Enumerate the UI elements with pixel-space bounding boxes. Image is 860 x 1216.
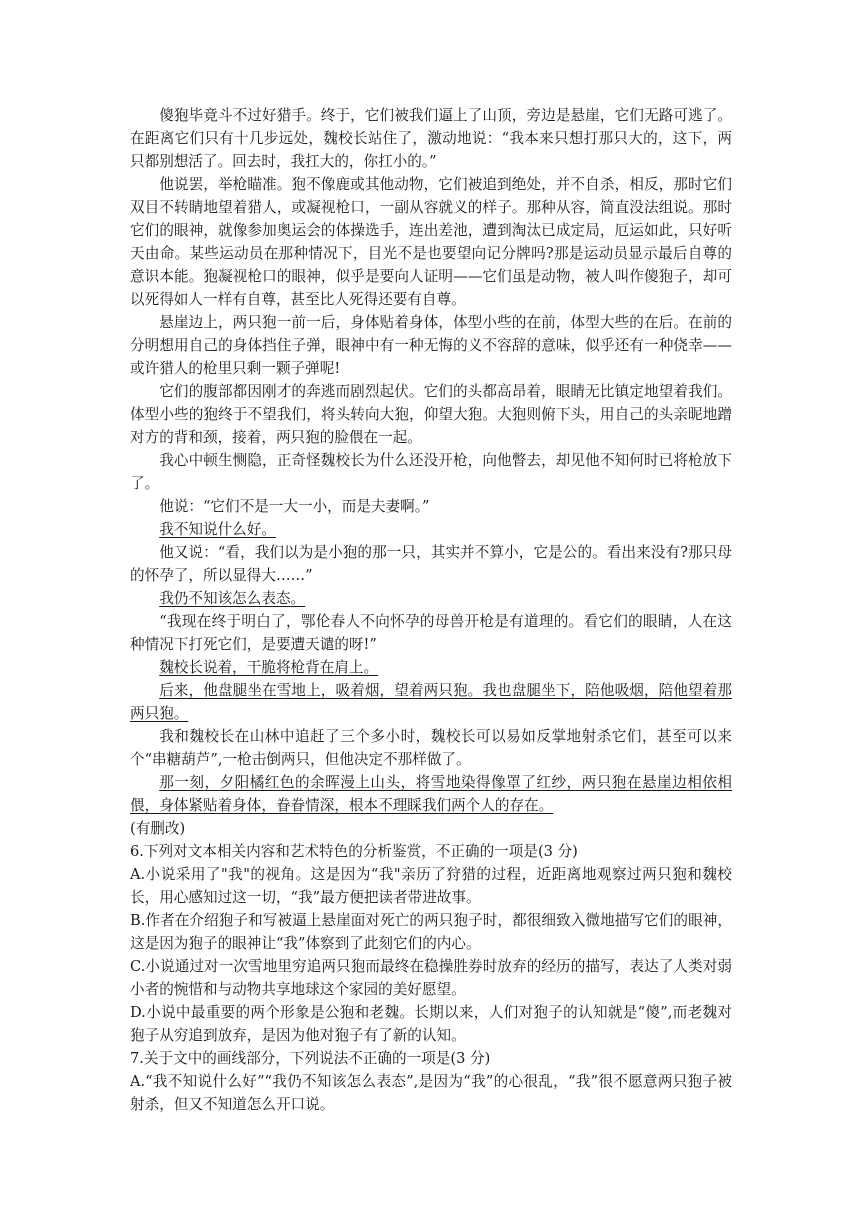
answer-option: A.“我不知说什么好”“我仍不知该怎么表态”,是因为“我”的心很乱，“我”很不愿意两只狍子被射杀，但又不知道怎么开口说。 — [130, 1073, 732, 1113]
question-stem: 6.下列对文本相关内容和艺术特色的分析鉴赏，不正确的一项是(3 分) — [130, 843, 578, 860]
underlined-text: 魏校长说着，干脆将枪背在肩上。 — [159, 659, 379, 676]
underlined-text: 我不知说什么好。 — [159, 521, 276, 538]
underlined-line — [130, 656, 732, 679]
story-paragraph: 傻狍毕竟斗不过好猎手。终于，它们被我们逼上了山顶，旁边是悬崖，它们无路可逃了。在距离它们只有十几步远处，魏校长站住了，激动地说：“我本来只想打那只大的，这下，两只都别想活了。回去时，我扛大的，你扛小的。” — [130, 107, 732, 170]
underlined-line — [130, 587, 732, 610]
story-paragraph: 他说罢，举枪瞄准。狍不像鹿或其他动物，它们被追到绝处，并不自杀，相反，那时它们双目不转睛地望着猎人，或凝视枪口，一副从容就义的样子。那种从容，简直没法组说。那时它们的眼神，就像参加奥运会的体操选手，连出差池，遭到淘汰已成定局，厄运如此，只好听天由命。某些运动员在那种情况下，目光不是也要望向记分牌吗?那是运动员显示最后自尊的意识本能。狍凝视枪口的眼神，似乎是要向人证明——它们虽是动物，被人叫作傻狍子，却可以死得如人一样有自尊，甚至比人死得还要有自尊。 — [130, 176, 732, 308]
underlined-text: 后来，他盘腿坐在雪地上，吸着烟，望着两只狍。我也盘腿坐下，陪他吸烟，陪他望着那两只狍。 — [130, 682, 732, 722]
underlined-text: 那一刻，夕阳橘红色的余晖漫上山头，将雪地染得像罩了红纱，两只狍在悬崖边相依相偎，身体紧贴着身体，眷眷情深，根本不理睬我们两个人的存在。 — [130, 774, 732, 814]
story-paragraph: 我心中顿生恻隐，正奇怪魏校长为什么还没开枪，向他瞥去，却见他不知何时已将枪放下了。 — [130, 452, 732, 492]
underlined-line — [130, 518, 732, 541]
answer-option: D.小说中最重要的两个形象是公狍和老魏。长期以来，人们对狍子的认知就是“傻”,而老魏对狍子从穷追到放弃，是因为他对狍子有了新的认知。 — [130, 1004, 732, 1044]
answer-option: B.作者在介绍狍子和写被逼上悬崖面对死亡的两只狍子时，都很细致入微地描写它们的眼神，这是因为狍子的眼神让“我”体察到了此刻它们的内心。 — [130, 912, 732, 952]
underlined-line — [130, 771, 732, 817]
story-paragraph: 他说：“它们不是一大一小，而是夫妻啊。” — [159, 498, 430, 515]
story-paragraph: 它们的腹部都因刚才的奔逃而剧烈起伏。它们的头都高昂着，眼睛无比镇定地望着我们。体型小些的狍终于不望我们，将头转向大狍，仰望大狍。大狍则俯下头，用自己的头亲昵地蹭对方的背和颈，接着，两只狍的脸偎在一起。 — [130, 383, 732, 446]
question-stem: 7.关于文中的画线部分，下列说法不正确的一项是(3 分) — [130, 1050, 491, 1067]
answer-option: C.小说通过对一次雪地里穷追两只狍而最终在稳操胜券时放弃的经历的描写，表达了人类对弱小者的惋惜和与动物共享地球这个家园的美好愿望。 — [130, 958, 732, 998]
story-paragraph: 我和魏校长在山林中追赶了三个多小时，魏校长可以易如反掌地射杀它们，甚至可以来个“串糖葫芦”,一枪击倒两只，但他决定不那样做了。 — [130, 728, 732, 768]
story-paragraph: 他又说：“看，我们以为是小狍的那一只，其实并不算小，它是公的。看出来没有?那只母的怀孕了，所以显得大……” — [130, 544, 732, 584]
story-paragraph: 悬崖边上，两只狍一前一后，身体贴着身体，体型小些的在前，体型大些的在后。在前的分明想用自己的身体挡住子弹，眼神中有一种无悔的义不容辞的意味，似乎还有一种侥幸——或许猎人的枪里只剩一颗子弹呢! — [130, 314, 732, 377]
story-paragraph: “我现在终于明白了，鄂伦春人不向怀孕的母兽开枪是有道理的。看它们的眼睛，人在这种情况下打死它们，是要遭天谴的呀!” — [130, 613, 732, 653]
answer-option: A.小说采用了"我"的视角。这是因为“我"亲历了狩猎的过程，近距离地观察过两只狍和魏校长，用心感知过这一切，“我”最方便把读者带进故事。 — [130, 866, 732, 906]
underlined-line — [130, 679, 732, 725]
underlined-text: 我仍不知该怎么表态。 — [159, 590, 306, 607]
source-note: (有删改) — [130, 820, 186, 837]
